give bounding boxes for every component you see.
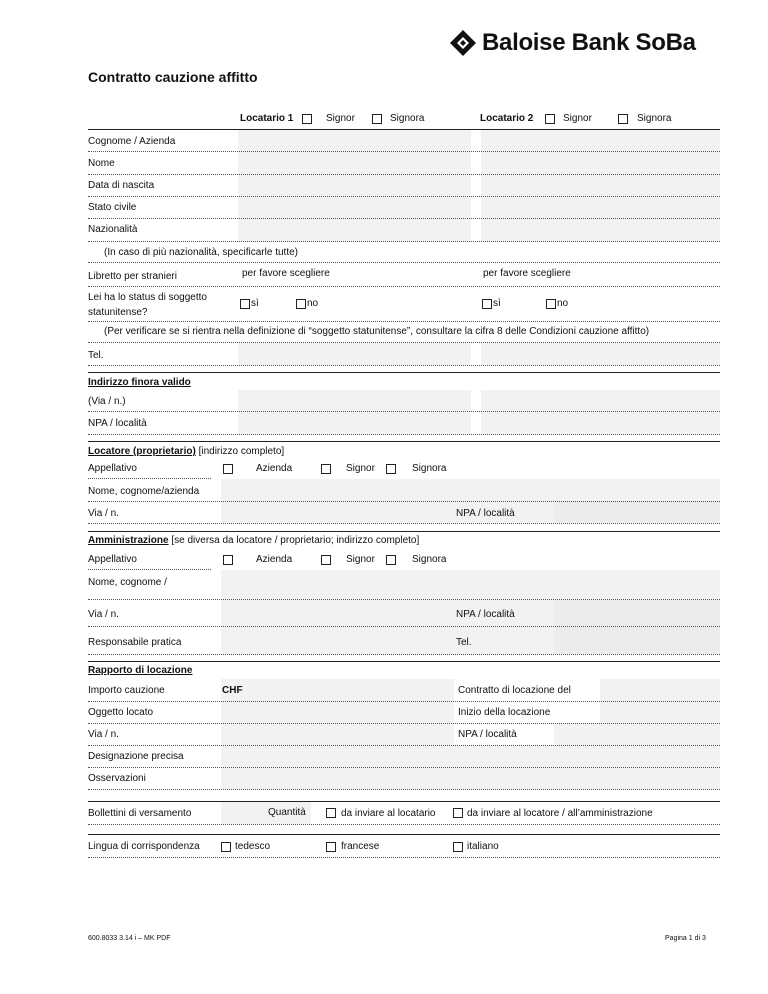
dotted-line <box>88 767 720 768</box>
status-note: (Per verificare se si rientra nella definizione di “soggetto statunitense”, consultare la cifra 8 delle Condizioni cauzione affitto) <box>104 326 650 337</box>
bollettini-locatario-checkbox[interactable] <box>326 808 336 818</box>
brand-logo <box>448 26 696 60</box>
lingua-italiano-checkbox[interactable] <box>453 842 463 852</box>
bollettini-locatore-checkbox[interactable] <box>453 808 463 818</box>
quantita-label: Quantità <box>268 807 306 818</box>
dotted-line <box>88 523 720 524</box>
divider <box>88 801 720 802</box>
locatario2-si-checkbox[interactable] <box>482 299 492 309</box>
dotted-line <box>88 218 720 219</box>
locatario1-signora-label: Signora <box>390 113 425 124</box>
locatario2-signora-checkbox[interactable] <box>618 114 628 124</box>
locatore-azienda-label: Azienda <box>256 463 293 474</box>
cognome-label: Cognome / Azienda <box>88 136 176 147</box>
status-label-1: Lei ha lo status di soggetto <box>88 292 207 303</box>
dotted-line <box>88 626 720 627</box>
tel1-field[interactable] <box>238 343 471 365</box>
dotted-line <box>88 411 720 412</box>
rapporto-title: Rapporto di locazione <box>88 665 193 676</box>
locatore-signor-checkbox[interactable] <box>321 464 331 474</box>
amm-signora-label: Signora <box>412 554 447 565</box>
nascita-label: Data di nascita <box>88 180 155 191</box>
lingua-label: Lingua di corrispondenza <box>88 841 200 852</box>
baloise-logo-icon <box>448 28 478 58</box>
locatario1-si-label: sì <box>251 298 259 309</box>
rapporto-npa-label: NPA / località <box>458 729 517 740</box>
divider <box>88 661 720 662</box>
status-label-2: statunitense? <box>88 307 148 318</box>
brand-name: Baloise Bank SoBa <box>482 29 696 56</box>
dotted-line <box>88 789 720 790</box>
locatario2-no-label: no <box>557 298 569 309</box>
dotted-line <box>88 654 720 655</box>
amm-azienda-label: Azienda <box>256 554 293 565</box>
amm-appellativo-label: Appellativo <box>88 554 137 565</box>
locatario1-signor-checkbox[interactable] <box>302 114 312 124</box>
indirizzo-title: Indirizzo finora valido <box>88 377 191 388</box>
lingua-tedesco-checkbox[interactable] <box>221 842 231 852</box>
stato-civile-label: Stato civile <box>88 202 137 213</box>
locatario1-fields[interactable] <box>238 130 471 242</box>
dotted-line <box>88 723 720 724</box>
libretto1-select[interactable]: per favore scegliere <box>242 268 330 279</box>
amm-signora-checkbox[interactable] <box>386 555 396 565</box>
locatore-appellativo-label: Appellativo <box>88 463 137 474</box>
dotted-line <box>88 569 211 570</box>
tel-label: Tel. <box>88 350 104 361</box>
locatario1-si-checkbox[interactable] <box>240 299 250 309</box>
footer-page: Pagina 1 di 3 <box>665 935 706 942</box>
locatario2-signor-label: Signor <box>563 113 592 124</box>
inizio-label: Inizio della locazione <box>458 707 551 718</box>
dotted-line <box>88 701 720 702</box>
importo-label: Importo cauzione <box>88 685 165 696</box>
amministrazione-title: Amministrazione [se diversa da locatore / proprietario; indirizzo completo] <box>88 535 420 546</box>
locatore-signora-label: Signora <box>412 463 447 474</box>
dotted-line <box>88 857 720 858</box>
contratto-label: Contratto di locazione del <box>458 685 571 696</box>
dotted-line <box>88 196 720 197</box>
locatario1-signora-checkbox[interactable] <box>372 114 382 124</box>
divider <box>88 372 720 373</box>
bollettini-locatore-label: da inviare al locatore / all’amministrazione <box>467 808 653 819</box>
nome-label: Nome <box>88 158 115 169</box>
lingua-tedesco-label: tedesco <box>235 841 271 852</box>
dotted-line <box>88 151 720 152</box>
amm-responsabile-label: Responsabile pratica <box>88 637 182 648</box>
amm-azienda-checkbox[interactable] <box>223 555 233 565</box>
lingua-italiano-label: italiano <box>467 841 499 852</box>
divider <box>88 834 720 835</box>
locatario1-label: Locatario 1 <box>240 113 294 124</box>
amm-npa-label: NPA / località <box>456 609 515 620</box>
dotted-line <box>88 174 720 175</box>
locatore-signor-label: Signor <box>346 463 375 474</box>
indirizzo-npa-label: NPA / località <box>88 418 147 429</box>
page-title: Contratto cauzione affitto <box>88 69 258 85</box>
dotted-line <box>88 478 211 479</box>
dotted-line <box>88 745 720 746</box>
locatore-via-label: Via / n. <box>88 508 119 519</box>
locatore-npa-field[interactable] <box>554 501 720 523</box>
amm-nome-label: Nome, cognome / <box>88 577 167 588</box>
dotted-line <box>88 286 720 287</box>
chf-label: CHF <box>222 685 243 696</box>
amm-signor-checkbox[interactable] <box>321 555 331 565</box>
dotted-line <box>88 321 720 322</box>
dotted-line <box>88 824 720 825</box>
dotted-line <box>88 241 720 242</box>
locatario2-no-checkbox[interactable] <box>546 299 556 309</box>
lingua-francese-label: francese <box>341 841 380 852</box>
locatario2-fields[interactable] <box>481 130 720 242</box>
oggetto-label: Oggetto locato <box>88 707 154 718</box>
locatario2-si-label: sì <box>493 298 501 309</box>
amm-signor-label: Signor <box>346 554 375 565</box>
indirizzo1-fields[interactable] <box>238 390 471 434</box>
locatore-title: Locatore (proprietario) [indirizzo completo] <box>88 446 285 457</box>
divider <box>88 531 720 532</box>
libretto-label: Libretto per stranieri <box>88 271 177 282</box>
locatario2-signor-checkbox[interactable] <box>545 114 555 124</box>
osservazioni-label: Osservazioni <box>88 773 146 784</box>
locatore-azienda-checkbox[interactable] <box>223 464 233 474</box>
dotted-line <box>88 599 720 600</box>
locatario1-no-label: no <box>307 298 319 309</box>
indirizzo2-fields[interactable] <box>481 390 720 434</box>
locatario1-no-checkbox[interactable] <box>296 299 306 309</box>
indirizzo-via-label: (Via / n.) <box>88 396 126 407</box>
lingua-francese-checkbox[interactable] <box>326 842 336 852</box>
locatore-npa-label: NPA / località <box>456 508 515 519</box>
locatario2-signora-label: Signora <box>637 113 672 124</box>
bollettini-label: Bollettini di versamento <box>88 808 192 819</box>
dotted-line <box>88 365 720 366</box>
amm-tel-label: Tel. <box>456 637 472 648</box>
locatore-signora-checkbox[interactable] <box>386 464 396 474</box>
tel2-field[interactable] <box>481 343 720 365</box>
amm-right-fields[interactable] <box>554 600 720 654</box>
dotted-line <box>88 262 720 263</box>
footer-code: 600.8033 3.14 i – MK PDF <box>88 935 171 942</box>
locatore-nome-label: Nome, cognome/azienda <box>88 486 200 497</box>
dotted-line <box>88 501 720 502</box>
nazionalita-note: (In caso di più nazionalità, specificarle tutte) <box>104 247 298 258</box>
divider <box>88 441 720 442</box>
nazionalita-label: Nazionalità <box>88 224 138 235</box>
rapporto-via-label: Via / n. <box>88 729 119 740</box>
libretto2-select[interactable]: per favore scegliere <box>483 268 571 279</box>
dotted-line <box>88 434 720 435</box>
locatario2-label: Locatario 2 <box>480 113 534 124</box>
bollettini-locatario-label: da inviare al locatario <box>341 808 436 819</box>
locatario1-signor-label: Signor <box>326 113 355 124</box>
designazione-label: Designazione precisa <box>88 751 184 762</box>
amm-via-label: Via / n. <box>88 609 119 620</box>
